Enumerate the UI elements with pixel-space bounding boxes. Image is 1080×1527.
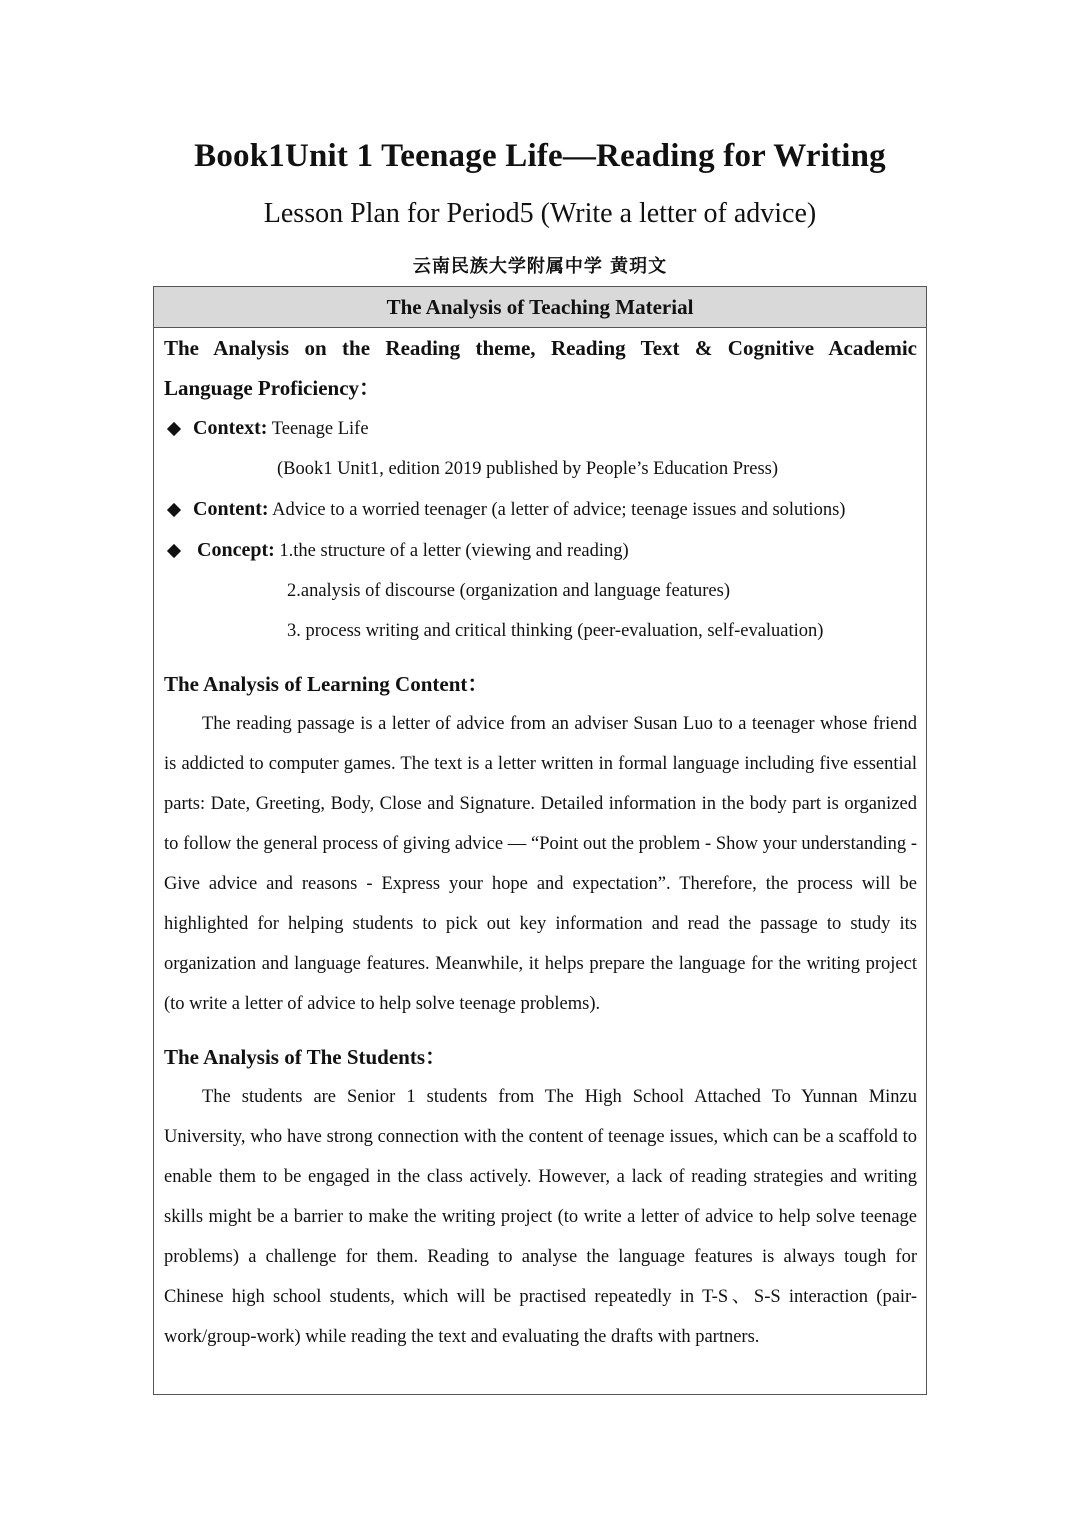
theme-heading-line2: Language Proficiency： bbox=[164, 376, 381, 400]
concept-row bbox=[164, 530, 917, 571]
document-title: Book1Unit 1 Teenage Life—Reading for Writing bbox=[194, 138, 886, 174]
learning-content-paragraph: The reading passage is a letter of advice from an adviser Susan Luo to a teenager whose friend is addicted to computer games. The text is a letter written in formal language including five essential parts: Date, Greeting, Body, Close and Signature. Detailed information in the body part is organized to follow the general process of giving advice — “Point out the problem - Show your understanding - Give advice and reasons - Express your hope and expectation”. Therefore, the process will be highlighted for helping students to pick out key information and read the passage to study its organization and language features. Meanwhile, it helps prepare the language for the writing project (to write a letter of advice to help solve teenage problems). bbox=[164, 714, 917, 1014]
concept-item: 2.analysis of discourse (organization and language features) bbox=[287, 581, 730, 601]
table-header: The Analysis of Teaching Material bbox=[154, 287, 926, 328]
context-row bbox=[164, 408, 917, 449]
diamond-bullet-icon bbox=[167, 544, 181, 558]
content-label: Content: bbox=[193, 498, 269, 520]
author-line: 云南民族大学附属中学 黄玥文 bbox=[412, 256, 668, 277]
document-subtitle: Lesson Plan for Period5 (Write a letter of advice) bbox=[263, 198, 817, 229]
students-heading: The Analysis of The Students： bbox=[164, 1045, 447, 1069]
concept-label: Concept: bbox=[197, 539, 275, 561]
learning-content-heading: The Analysis of Learning Content： bbox=[164, 672, 489, 696]
table-body bbox=[154, 328, 926, 1357]
analysis-table bbox=[153, 286, 927, 1395]
students-paragraph: The students are Senior 1 students from The High School Attached To Yunnan Minzu University, who have strong connection with the content of teenage issues, which can be a scaffold to enable them to be engaged in the class actively. However, a lack of reading strategies and writing skills might be a barrier to make the writing project (to write a letter of advice to help solve teenage problems) a challenge for them. Reading to analyse the language features is always tough for Chinese high school students, which will be practised repeatedly in T-S、S-S interaction (pair-work/group-work) while reading the text and evaluating the drafts with partners. bbox=[164, 1087, 917, 1347]
diamond-bullet-icon bbox=[167, 503, 181, 517]
diamond-bullet-icon bbox=[167, 422, 181, 436]
context-value: Teenage Life bbox=[271, 419, 369, 439]
content-row bbox=[164, 489, 917, 530]
concept-item: 1.the structure of a letter (viewing and reading) bbox=[279, 541, 629, 561]
content-value: Advice to a worried teenager (a letter of advice; teenage issues and solutions) bbox=[272, 500, 846, 520]
concept-item: 3. process writing and critical thinking (peer-evaluation, self-evaluation) bbox=[287, 621, 824, 641]
context-note: (Book1 Unit1, edition 2019 published by People’s Education Press) bbox=[277, 459, 778, 479]
theme-heading-line1: The Analysis on the Reading theme, Reading Text & Cognitive Academic bbox=[164, 336, 917, 360]
context-label: Context: bbox=[193, 417, 268, 439]
